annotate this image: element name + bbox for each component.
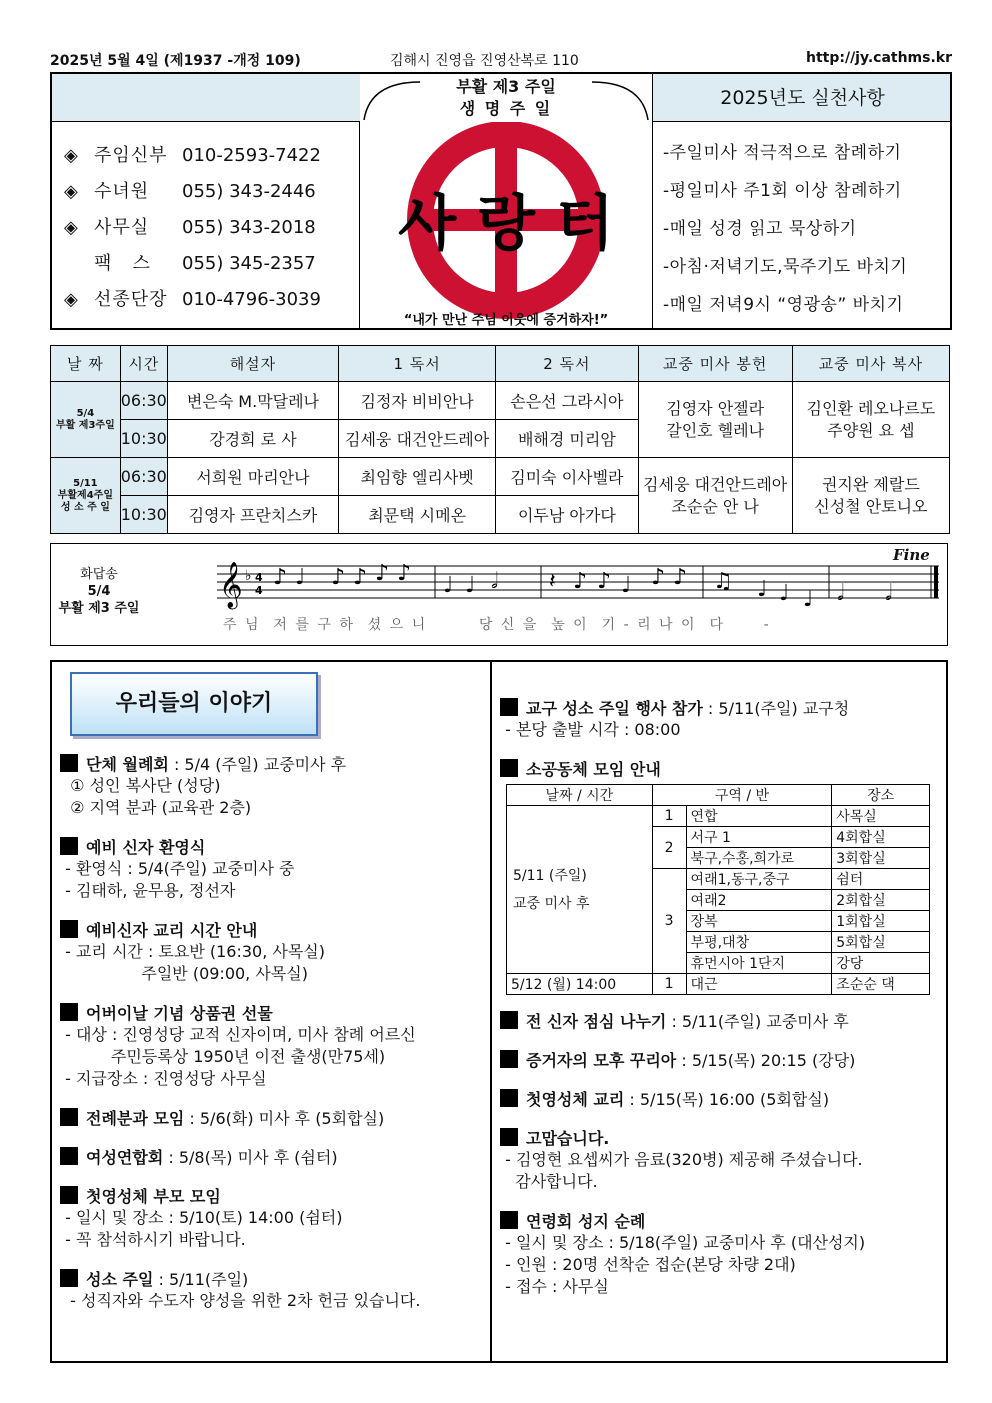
announcement-title: 교구 성소 주일 행사 참가 (526, 699, 703, 718)
reading2-cell: 김미숙 이사벨라 (496, 458, 638, 496)
reading1-cell: 김세웅 대건안드레아 (339, 420, 496, 458)
svg-text:♭: ♭ (245, 568, 252, 584)
zone-cell: 2 (652, 827, 686, 869)
diamond-bullet-icon: ◈ (64, 217, 78, 238)
announcement-line: - 본당 출발 시각 : 08:00 (500, 720, 681, 739)
place-cell: 쉼터 (832, 869, 930, 890)
announcement-title: 첫영성체 교리 (526, 1090, 625, 1109)
announcement-title: 첫영성체 부모 모임 (86, 1187, 221, 1206)
diamond-bullet-icon: ◈ (64, 289, 78, 310)
place-cell: 사목실 (832, 806, 930, 827)
svg-text:♩: ♩ (757, 577, 768, 602)
diamond-bullet-icon: ◈ (64, 145, 78, 166)
table-row (507, 806, 930, 827)
server-name: 권지완 제랄드 (821, 474, 920, 494)
offering-name: 김영자 안젤라 (666, 398, 765, 418)
announcement-item (500, 1209, 940, 1298)
announcement-title: 전 신자 점심 나누기 (526, 1012, 667, 1031)
col-server: 교중 미사 복사 (792, 346, 949, 382)
practice-item: -주일미사 적극적으로 참례하기 (663, 143, 902, 163)
ban-cell: 여래1,동구,중구 (686, 869, 832, 890)
announcement-heading (60, 918, 486, 941)
place-cell: 조순순 댁 (832, 974, 930, 995)
ban-cell: 대근 (686, 974, 832, 995)
reading2-cell: 이두남 아가다 (496, 496, 638, 534)
announcement-item (60, 1267, 486, 1312)
ban-cell: 부평,대창 (686, 932, 832, 953)
logo-slogan: “내가 만난 주님 이웃에 증거하자!” (403, 313, 609, 328)
svg-text:𝄽: 𝄽 (549, 569, 556, 594)
psalm-label (51, 566, 147, 617)
practices-title: 2025년도 실천사항 (652, 74, 952, 122)
announcement-detail: : 5/11(주일) 교중미사 후 (666, 1012, 849, 1031)
svg-text:♩: ♩ (803, 587, 814, 612)
svg-text:♪: ♪ (353, 565, 368, 590)
parish-url[interactable]: http://jy.cathms.kr (805, 50, 952, 66)
announcement-line: 주일반 (09:00, 사목실) (60, 964, 308, 983)
announcement-heading (500, 1087, 940, 1110)
contact-number[interactable]: 055) 345-2357 (182, 253, 316, 274)
svg-text:♪: ♪ (651, 565, 666, 590)
reading1-cell: 최문택 시메온 (339, 496, 496, 534)
contact-row (64, 174, 359, 210)
table-row (51, 382, 950, 420)
group-date: 5/11 (주일) (513, 867, 587, 884)
svg-text:♪: ♪ (273, 565, 288, 590)
announcement-line: - 교리 시간 : 토요반 (16:30, 사목실) (60, 942, 326, 961)
reading2-cell: 배해경 미리암 (496, 420, 638, 458)
reading1-cell: 최임향 엘리사벳 (339, 458, 496, 496)
psalm-label-title: 화답송 (80, 567, 118, 582)
contact-number[interactable]: 055) 343-2018 (182, 217, 316, 238)
col-time: 시간 (120, 346, 167, 382)
svg-text:𝅗𝅥: 𝅗𝅥 (837, 581, 844, 606)
announcement-title: 예비신자 교리 시간 안내 (86, 921, 258, 940)
announcement-detail: : 5/15(목) 20:15 (강당) (676, 1051, 856, 1070)
announcement-detail: : 5/8(목) 미사 후 (쉼터) (163, 1148, 338, 1167)
issue-date: 2025년 5월 4일 (제1937 -개정 109) (50, 53, 301, 69)
offering-cell (638, 382, 792, 458)
svg-text:♩: ♩ (295, 565, 306, 590)
announcement-heading (500, 1048, 940, 1071)
ban-cell: 여래2 (686, 890, 832, 911)
svg-text:4: 4 (255, 584, 263, 597)
svg-text:♩: ♩ (443, 573, 454, 598)
announcement-detail: : 5/4 (주일) 교중미사 후 (168, 755, 347, 774)
place-cell: 1회합실 (832, 911, 930, 932)
col-place: 장소 (832, 785, 930, 806)
diamond-bullet-icon (64, 246, 94, 282)
announcement-item (500, 1048, 940, 1071)
music-staff (161, 556, 941, 612)
announcement-item (60, 835, 486, 902)
psalm-label-date: 5/4 (87, 584, 111, 599)
square-bullet-icon (60, 754, 78, 772)
schedule-header-row (51, 346, 950, 382)
server-cell (792, 458, 949, 534)
announcement-line: - 지급장소 : 진영성당 사무실 (60, 1069, 267, 1088)
announcement-line: - 성직자와 수도자 양성을 위한 2차 헌금 있습니다. (60, 1291, 421, 1310)
sunday-title-2: 생 명 주 일 (459, 99, 553, 118)
square-bullet-icon (60, 837, 78, 855)
contact-row (64, 246, 359, 282)
square-bullet-icon (500, 1050, 518, 1068)
commentator-cell: 강경희 로 사 (167, 420, 338, 458)
week1-date-name: 부활 제3주일 (56, 419, 115, 431)
week1-date (51, 382, 121, 458)
table-row (51, 458, 950, 496)
small-community-rows (507, 806, 930, 995)
ban-cell: 연합 (686, 806, 832, 827)
svg-text:𝅗𝅥: 𝅗𝅥 (885, 581, 892, 606)
svg-text:♪: ♪ (673, 565, 688, 590)
announcement-line: - 일시 및 장소 : 5/18(주일) 교중미사 후 (대산성지) (500, 1233, 866, 1252)
offering-name: 갈인호 헬레나 (666, 420, 765, 440)
table-row (507, 974, 930, 995)
offering-cell (638, 458, 792, 534)
right-top-list (500, 696, 940, 780)
col-zone: 구역 / 반 (652, 785, 832, 806)
left-announcements (60, 752, 486, 1328)
announcement-item (60, 1001, 486, 1090)
col-datetime: 날짜 / 시간 (507, 785, 653, 806)
square-bullet-icon (60, 920, 78, 938)
contact-label: 수녀원 (94, 181, 150, 202)
announcement-title: 단체 월례회 (86, 755, 169, 774)
col-offering: 교중 미사 봉헌 (638, 346, 792, 382)
practice-list (652, 122, 952, 330)
square-bullet-icon (500, 698, 518, 716)
svg-text:♪: ♪ (375, 561, 390, 586)
masthead-line (50, 50, 952, 72)
svg-text:♩: ♩ (621, 573, 632, 598)
announcement-line: 감사합니다. (500, 1172, 598, 1191)
zone-cell: 1 (652, 974, 686, 995)
contact-number[interactable]: 055) 343-2446 (182, 181, 316, 202)
announcement-line: - 꼭 참석하시기 바랍니다. (60, 1230, 246, 1249)
announcement-heading (500, 757, 940, 780)
mass-time: 10:30 (120, 420, 167, 458)
announcement-line: - 김태하, 윤무용, 정선자 (60, 881, 236, 900)
announcement-item (500, 1009, 940, 1032)
col-date: 날 짜 (51, 346, 121, 382)
ban-cell: 북구,수홍,희가로 (686, 848, 832, 869)
place-cell: 3회합실 (832, 848, 930, 869)
announcement-heading (60, 1001, 486, 1024)
square-bullet-icon (60, 1108, 78, 1126)
square-bullet-icon (60, 1269, 78, 1287)
svg-text:♩: ♩ (779, 581, 790, 606)
contact-number[interactable]: 010-4796-3039 (182, 289, 321, 310)
col-reading1: 1 독서 (339, 346, 496, 382)
psalm-lyrics: 주 님 저 를 구 하 셨 으 니 당 신 을 높 이 기 - 리 나 이 다 - (223, 617, 771, 633)
announcement-title: 전례분과 모임 (86, 1109, 185, 1128)
announcement-heading (60, 1145, 486, 1168)
mass-time: 06:30 (120, 382, 167, 420)
announcements-box (50, 660, 948, 1363)
place-cell: 강당 (832, 953, 930, 974)
group-time: 교중 미사 후 (513, 895, 590, 912)
announcement-title: 성소 주일 (86, 1270, 154, 1289)
announcement-line: - 김영현 요셉씨가 음료(320병) 제공해 주셨습니다. (500, 1150, 863, 1169)
practice-item: -평일미사 주1회 이상 참례하기 (663, 181, 902, 201)
fine-mark: Fine (893, 546, 930, 564)
announcement-heading (500, 1209, 940, 1232)
practice-item: -매일 저녁9시 “영광송” 바치기 (663, 295, 904, 315)
announcement-line: ② 지역 분과 (교육관 2층) (60, 798, 252, 817)
table-header-row (507, 785, 930, 806)
svg-text:♫: ♫ (713, 569, 733, 594)
svg-text:♪: ♪ (331, 565, 346, 590)
offering-name: 김세웅 대건안드레아 (643, 474, 788, 494)
ban-cell: 서구 1 (686, 827, 832, 848)
svg-text:♩: ♩ (465, 573, 476, 598)
svg-text:𝄞: 𝄞 (219, 562, 243, 608)
announcement-heading (500, 1009, 940, 1032)
place-cell: 5회합실 (832, 932, 930, 953)
reading1-cell: 김정자 비비안나 (339, 382, 496, 420)
ban-cell: 휴먼시아 1단지 (686, 953, 832, 974)
server-name: 주양원 요 셉 (827, 420, 915, 440)
square-bullet-icon (500, 1011, 518, 1029)
svg-text:♪: ♪ (397, 561, 412, 586)
psalm-label-sunday: 부활 제3 주일 (58, 601, 140, 616)
square-bullet-icon (60, 1186, 78, 1204)
announcement-item (500, 757, 940, 780)
responsorial-psalm (50, 543, 948, 646)
sunday-title (360, 74, 652, 122)
announcement-item (60, 1106, 486, 1129)
announcement-item (60, 1184, 486, 1251)
contact-number[interactable]: 010-2593-7422 (182, 145, 321, 166)
announcement-heading (60, 1106, 486, 1129)
announcement-line: 주민등록상 1950년 이전 출생(만75세) (60, 1047, 386, 1066)
practice-item: -매일 성경 읽고 묵상하기 (663, 219, 857, 239)
square-bullet-icon (60, 1147, 78, 1165)
announcement-detail: : 5/6(화) 미사 후 (5회합실) (184, 1109, 385, 1128)
commentator-cell: 변은숙 M.막달레나 (167, 382, 338, 420)
logo-text: 사 랑 터 (398, 189, 614, 259)
week2-date (51, 458, 121, 534)
zone-cell: 1 (652, 806, 686, 827)
col-reading2: 2 독서 (496, 346, 638, 382)
right-announcements (500, 696, 940, 1314)
announcement-item (60, 918, 486, 985)
contact-row (64, 210, 359, 246)
announcement-item (60, 752, 486, 819)
announcement-title: 여성연합회 (86, 1148, 164, 1167)
diamond-bullet-icon: ◈ (64, 181, 78, 202)
week2-date-sub: 성 소 주 일 (60, 501, 110, 513)
offering-name: 조순순 안 나 (671, 496, 759, 516)
announcement-item (60, 1145, 486, 1168)
announcement-title: 예비 신자 환영식 (86, 838, 206, 857)
place-cell: 2회합실 (832, 890, 930, 911)
square-bullet-icon (60, 1003, 78, 1021)
sunday-title-1: 부활 제3 주일 (456, 77, 556, 96)
svg-text:♪: ♪ (573, 569, 588, 594)
place-cell: 4회합실 (832, 827, 930, 848)
right-bottom-list (500, 1009, 940, 1298)
week2-date-day: 5/11 (73, 477, 98, 489)
square-bullet-icon (500, 1089, 518, 1107)
contact-label: 사무실 (94, 217, 150, 238)
contact-label: 팩 스 (94, 253, 151, 274)
announcement-title: 소공동체 모임 안내 (526, 760, 661, 779)
practice-item: -아침·저녁기도,묵주기도 바치기 (663, 257, 908, 277)
sarangteo-logo (360, 122, 652, 330)
mass-time: 06:30 (120, 458, 167, 496)
server-cell (792, 382, 949, 458)
announcement-line: - 환영식 : 5/4(주일) 교중미사 중 (60, 859, 295, 878)
svg-text:♪: ♪ (597, 569, 612, 594)
announcement-line: - 대상 : 진영성당 교적 신자이며, 미사 참례 어르신 (60, 1025, 416, 1044)
contact-row (64, 282, 359, 318)
week2-date-name: 부활제4주일 (57, 489, 113, 501)
group-date-cell (507, 806, 653, 974)
commentator-cell: 김영자 프란치스카 (167, 496, 338, 534)
announcement-title: 어버이날 기념 상품권 선물 (86, 1004, 273, 1023)
logo-graphic (360, 122, 652, 330)
svg-text:4: 4 (255, 571, 263, 584)
mass-time: 10:30 (120, 496, 167, 534)
announcement-item (500, 1087, 940, 1110)
announcement-detail: : 5/15(목) 16:00 (5회합실) (624, 1090, 830, 1109)
week1-date-day: 5/4 (76, 407, 95, 419)
announcement-title: 고맙습니다. (526, 1129, 610, 1148)
announcement-heading (60, 1267, 486, 1290)
contact-list (52, 122, 360, 330)
zone-cell: 3 (652, 869, 686, 974)
announcement-line: ① 성인 복사단 (성당) (60, 776, 221, 795)
announcement-heading (500, 1126, 940, 1149)
contact-row (64, 138, 359, 174)
ban-cell: 장복 (686, 911, 832, 932)
bulletin-header (50, 72, 952, 330)
reading2-cell: 손은선 그라시아 (496, 382, 638, 420)
section-title: 우리들의 이야기 (70, 672, 318, 736)
square-bullet-icon (500, 759, 518, 777)
square-bullet-icon (500, 1211, 518, 1229)
commentator-cell: 서희원 마리안나 (167, 458, 338, 496)
announcement-line: - 인원 : 20명 선착순 접순(본당 차량 2대) (500, 1255, 796, 1274)
server-name: 김인환 레오나르도 (806, 398, 936, 418)
svg-text:𝅗𝅥: 𝅗𝅥 (491, 569, 498, 594)
parish-address: 김해시 진영읍 진영산복로 110 (390, 53, 579, 69)
col-commentator: 해설자 (167, 346, 338, 382)
contact-label: 주임신부 (94, 145, 168, 166)
announcement-item (500, 1126, 940, 1193)
announcement-line: - 일시 및 장소 : 5/10(토) 14:00 (쉼터) (60, 1208, 343, 1227)
mass-schedule-table (50, 345, 950, 534)
square-bullet-icon (500, 1128, 518, 1146)
announcement-title: 증거자의 모후 꾸리아 (526, 1051, 677, 1070)
group-date-cell: 5/12 (월) 14:00 (507, 974, 653, 995)
announcement-detail: : 5/11(주일) 교구청 (702, 699, 850, 718)
small-community-table (506, 784, 930, 995)
announcement-detail: : 5/11(주일) (153, 1270, 249, 1289)
announcement-heading (60, 752, 486, 775)
column-divider (490, 662, 492, 1361)
announcement-heading (60, 835, 486, 858)
announcement-heading (500, 696, 940, 719)
server-name: 신성철 안토니오 (814, 496, 928, 516)
announcement-line: - 접수 : 사무실 (500, 1277, 609, 1296)
contact-label: 선종단장 (94, 289, 168, 310)
announcement-title: 연령회 성지 순례 (526, 1212, 646, 1231)
announcement-heading (60, 1184, 486, 1207)
announcement-item (500, 696, 940, 741)
